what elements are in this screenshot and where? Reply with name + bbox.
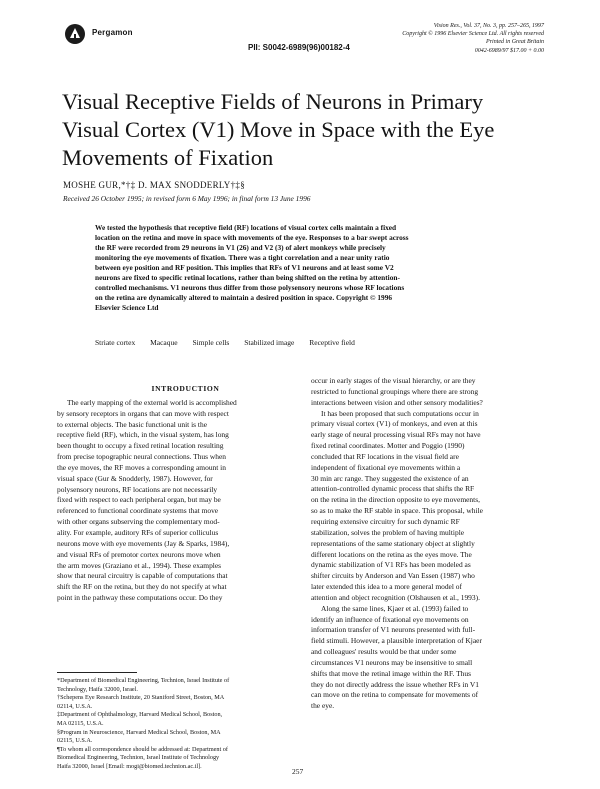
footnote-divider	[57, 672, 137, 673]
abstract	[95, 223, 547, 313]
text-line: from precise topographic neural connections. Thus when	[57, 452, 227, 462]
journal-line: Printed in Great Britain	[486, 39, 544, 46]
pii-code: PII: S0042-6989(96)00182-4	[248, 43, 350, 52]
text-line: they do not directly address the issue whether RFs in V1	[311, 679, 480, 689]
text-line: restricted to functional groupings where there are strong	[311, 386, 479, 396]
footnote-line: §Program in Neuroscience, Harvard Medical School, Boston, MA	[57, 728, 221, 736]
abstract-line: controlled mechanisms. V1 neurons thus differ from those polysensory neurons whose RF locations	[95, 283, 405, 292]
text-line: show that neural circuitry is capable of computations that	[57, 571, 228, 581]
keyword: Striate cortex	[95, 338, 136, 347]
text-line: primary visual cortex (V1) of monkeys, and even at this	[311, 419, 478, 429]
text-line: polysensory neurons, RF locations are not necessarily	[57, 484, 218, 494]
abstract-line: neurons are fixed to specific retinal locations, rather than being shifted on the retina by attention-	[95, 273, 400, 282]
page-number: 257	[292, 767, 304, 776]
text-line: attention-controlled dynamic process that shifts the RF	[311, 484, 475, 494]
text-line: on the retina in the direction opposite to eye movements,	[311, 495, 480, 505]
abstract-line: monitoring the eye movements of fixation. There was a tight correlation and a near unity ratio	[95, 253, 390, 262]
title-line: Visual Cortex (V1) Move in Space with the Eye	[62, 117, 495, 142]
footnote-line: MA 02115, U.S.A.	[57, 719, 104, 727]
text-line: to external objects. The basic functional unit is the	[57, 419, 208, 429]
footnote-line: *Department of Biomedical Engineering, Technion, Israel Institute of	[57, 677, 230, 684]
text-line: field stimuli. However, a plausible interpretation of Kjaer	[311, 636, 482, 646]
text-line: referenced to functional coordinate systems that move	[57, 506, 219, 516]
text-line: 30 min arc range. They suggested the existence of an	[311, 473, 469, 483]
text-line: shifter circuits by Anderson and Van Essen (1987) who	[311, 571, 475, 581]
text-line: stabilization, solves the problem of having multiple	[311, 527, 465, 537]
text-line: shift the RF on the retina, but they do not specify at what	[57, 582, 227, 592]
text-line: early stage of neural processing visual RFs may not have	[311, 430, 481, 440]
abstract-line: Elsevier Science Ltd	[95, 303, 159, 312]
text-line: The early mapping of the external world is accomplished	[67, 397, 237, 407]
footnotes	[57, 672, 307, 772]
keyword: Simple cells	[192, 338, 230, 347]
text-line: been thought to occupy a fixed retinal location resulting	[57, 441, 224, 451]
text-line: later extended this idea to a more general model of	[311, 582, 462, 592]
text-line: and colleagues' results would be that under some	[311, 647, 457, 657]
footnote-line: 02114, U.S.A.	[57, 702, 93, 710]
text-line: different locations on the retina as the eyes move. The	[311, 549, 472, 559]
footnote-line: Haifa 32000, Israel [Email: mogi@biomed.technion.ac.il].	[57, 762, 202, 770]
text-line: by sensory receptors in organs that can move with respect	[57, 408, 229, 418]
text-line: can move on the retina to compensate for movements of	[311, 690, 479, 700]
title-line: Visual Receptive Fields of Neurons in Primary	[62, 89, 484, 114]
footnote-line: 02115, U.S.A.	[57, 737, 93, 745]
text-line: shifts that move the retinal image within the RF. Thus	[311, 668, 471, 678]
footnote-line: Technology, Haifa 32000, Israel.	[57, 685, 138, 693]
received-dates: Received 26 October 1995; in revised form 6 May 1996; in final form 13 June 1996	[63, 194, 311, 203]
footnote-line: ¶To whom all correspondence should be addressed at: Department of	[57, 745, 228, 753]
text-line: neurons move with eye movements (Jay & Sparks, 1984),	[57, 538, 230, 548]
paper-title	[62, 88, 562, 172]
text-line: independent of fixational eye movements within a	[311, 462, 461, 472]
keyword-list	[95, 338, 368, 347]
text-line: dynamic stabilization of V1 RFs has been modeled as	[311, 560, 471, 570]
journal-line: Copyright © 1996 Elsevier Science Ltd. All rights reserved	[402, 31, 544, 38]
text-line: circumstances V1 neurons may be insensitive to small	[311, 657, 473, 667]
text-line: visual space (Gur & Snodderly, 1987). However, for	[57, 473, 213, 483]
journal-info	[344, 22, 544, 55]
text-line: attention and object recognition (Olshausen et al., 1993).	[311, 592, 480, 602]
text-line: Along the same lines, Kjaer et al. (1993) failed to	[321, 603, 469, 613]
text-line: interactions between vision and other sensory modalities?	[311, 397, 483, 407]
text-line: information transfer of V1 neurons presented with full-	[311, 625, 476, 635]
left-column	[57, 384, 314, 604]
text-line: point in the pathway these computations occur. Do they	[57, 593, 223, 603]
pergamon-logo-icon	[64, 23, 86, 45]
text-line: It has been proposed that such computations occur in	[321, 408, 479, 418]
text-line: the eye.	[311, 701, 335, 711]
journal-line: 0042-6989/97 $17.00 + 0.00	[474, 47, 544, 54]
keyword: Macaque	[150, 338, 178, 347]
text-line: representations of the same stationary object at slightly	[311, 538, 475, 548]
title-line: Movements of Fixation	[62, 145, 274, 170]
text-line: and visual RFs of premotor cortex neurons move when	[57, 549, 221, 559]
keyword: Receptive field	[309, 338, 355, 347]
abstract-line: between eye position and RF position. This implies that RFs of V1 neurons and at least some V2	[95, 263, 394, 272]
text-line: ality. For example, auditory RFs of superior colliculus	[57, 527, 219, 537]
text-line: concluded that RF locations in the visual field are	[311, 451, 459, 461]
journal-line: Vision Res., Vol. 37, No. 3, pp. 257–265, 1997	[433, 23, 544, 29]
text-line: fixed retinal coordinates. Motter and Poggio (1990)	[311, 441, 465, 451]
text-line: so as to make the RF stable in space. This proposal, while	[311, 506, 483, 516]
abstract-line: the RF were recorded from 29 neurons in V1 (26) and V2 (3) of alert monkeys while precisely	[95, 243, 386, 252]
footnote-line: Biomedical Engineering, Technion, Israel Institute of Technology	[57, 754, 220, 762]
text-line: requiring extensive circuitry for such dynamic RF	[311, 516, 460, 526]
footnote-line: †Schepens Eye Research Institute, 20 Staniford Street, Boston, MA	[57, 694, 225, 702]
footnote-line: ‡Department of Ophthalmology, Harvard Medical School, Boston,	[57, 711, 223, 719]
text-line: occur in early stages of the visual hierarchy, or are they	[311, 376, 476, 385]
abstract-line: location on the retina and move in space with movements of the eye. Responses to a bar swept across	[95, 233, 409, 242]
keyword: Stabilized image	[244, 338, 295, 347]
right-column	[311, 376, 568, 712]
text-line: identify an influence of fixational eye movements on	[311, 614, 469, 624]
text-line: the arm moves (Graziano et al., 1994). These examples	[57, 560, 222, 570]
abstract-line: on the retina are dynamically altered to maintain a desired position in space. Copyright © 1996	[95, 293, 393, 302]
section-heading: INTRODUCTION	[151, 384, 220, 393]
text-line: with other organs subserving the complementary mod-	[57, 517, 220, 527]
author-list: MOSHE GUR,*†‡ D. MAX SNODDERLY†‡§	[63, 180, 246, 190]
text-line: the eye moves, the RF moves a corresponding amount in	[57, 462, 226, 472]
text-line: receptive field (RF), which, in the visual system, has long	[57, 430, 229, 440]
publisher-name: Pergamon	[92, 28, 133, 37]
text-line: fixed with respect to each peripheral organ, but may be	[57, 495, 221, 505]
abstract-line: We tested the hypothesis that receptive field (RF) locations of visual cortex cells maintain a fixed	[95, 223, 397, 232]
